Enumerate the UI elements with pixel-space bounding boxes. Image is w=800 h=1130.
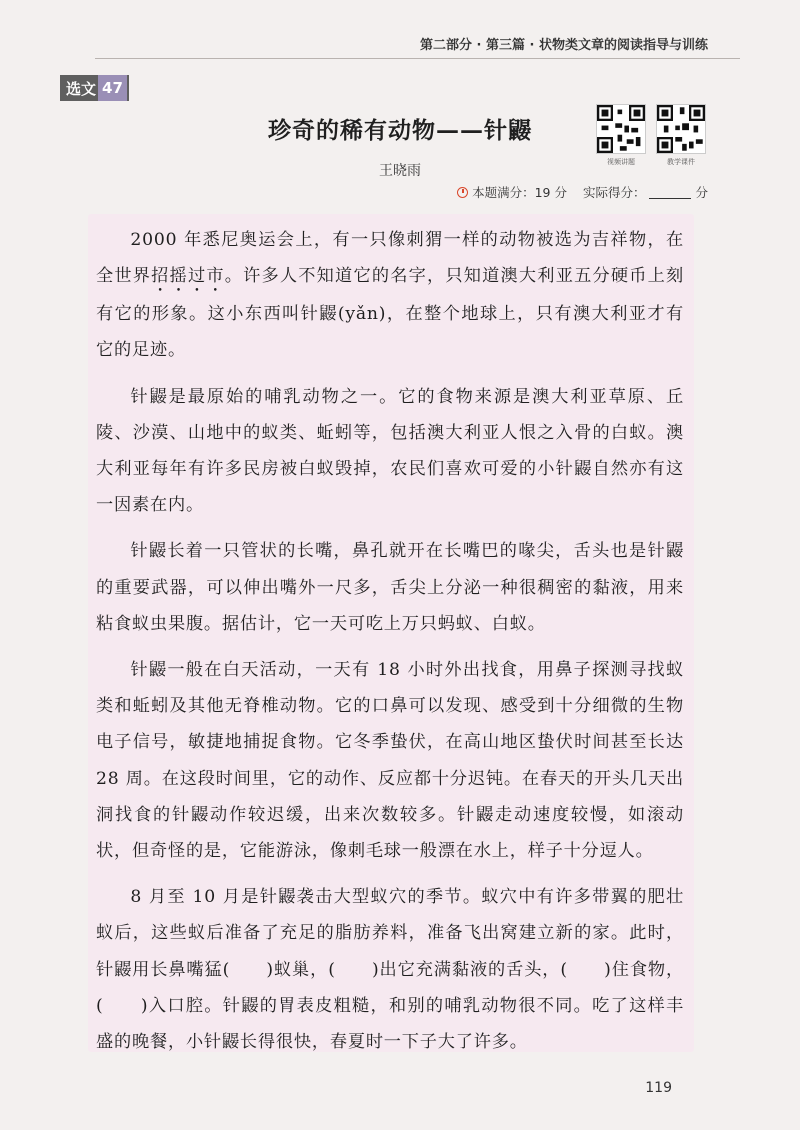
- score-line: [457, 183, 708, 201]
- score-unit: 分: [695, 185, 708, 200]
- badge-number: 47: [98, 75, 127, 101]
- paragraph-5: 8 月至 10 月是针鼹袭击大型蚁穴的季节。蚁穴中有许多带翼的肥壮蚁后，这些蚁后准备了充足的脂肪养料，准备飞出窝建立新的家。此时，针鼹用长鼻嘴猛( )蚁巢，( )出它充满黏液的舌头，( )住食物，( )入口腔。针鼹的胃表皮粗糙，和别的哺乳动物很不同。吃了这样丰盛的晚餐，小针鼹长得很快，春夏时一下子大了许多。: [96, 887, 684, 1053]
- score-blank[interactable]: [649, 185, 691, 199]
- header-rule: [95, 58, 740, 59]
- paragraph-2: 针鼹是最原始的哺乳动物之一。它的食物来源是澳大利亚草原、丘陵、沙漠、山地中的蚁类、蚯蚓等，包括澳大利亚人恨之入骨的白蚁。澳大利亚每年有许多民房被白蚁毁掉，农民们喜欢可爱的小针鼹自然亦有这一因素在内。: [96, 386, 684, 516]
- page-number: 119: [645, 1080, 672, 1096]
- clock-icon: [457, 187, 468, 198]
- score-full: 本题满分：19 分: [472, 185, 567, 200]
- article-title: 珍奇的稀有动物——针鼹: [268, 117, 532, 144]
- score-actual: 实际得分：: [582, 185, 646, 200]
- article-body: [88, 222, 692, 1070]
- emphasis-text: 招摇过市: [151, 266, 225, 287]
- paragraph-4: 针鼹一般在白天活动，一天有 18 小时外出找食，用鼻子探测寻找蚁类和蚯蚓及其他无脊椎动物。它的口鼻可以发现、感受到十分细微的生物电子信号，敏捷地捕捉食物。它冬季蛰伏，在高山地区蛰伏时间甚至长达 28 周。在这段时间里，它的动作、反应都十分迟钝。在春天的开头几天出洞找食的针鼹动作较迟缓，出来次数较多。针鼹走动速度较慢，如滚动状，但奇怪的是，它能游泳，像刺毛球一般漂在水上，样子十分逗人。: [96, 660, 684, 862]
- qr-courseware[interactable]: [656, 104, 706, 167]
- paragraph-3: 针鼹长着一只管状的长嘴，鼻孔就开在长嘴巴的喙尖，舌头也是针鼹的重要武器，可以伸出嘴外一尺多，舌尖上分泌一种很稠密的黏液，用来粘食蚁虫果腹。据估计，它一天可吃上万只蚂蚁、白蚁。: [96, 541, 684, 634]
- qr-video[interactable]: [596, 104, 646, 167]
- badge-label: 选文: [66, 79, 97, 98]
- selection-badge: [60, 75, 129, 101]
- article-author: 王晓雨: [379, 163, 421, 179]
- qr-code-icon: [656, 104, 706, 154]
- running-header: 第二部分 · 第三篇 · 状物类文章的阅读指导与训练: [420, 38, 708, 53]
- qr-label: 教学课件: [667, 158, 695, 166]
- paragraph-1: 2000 年悉尼奥运会上，有一只像刺猬一样的动物被选为吉祥物，在全世界招摇过市。许多人不知道它的名字，只知道澳大利亚五分硬币上刻有它的形象。这小东西叫针鼹(yǎn)，在整个地球上，只有澳大利亚才有它的足迹。: [96, 230, 685, 361]
- qr-label: 视频讲题: [607, 158, 635, 166]
- qr-code-icon: [596, 104, 646, 154]
